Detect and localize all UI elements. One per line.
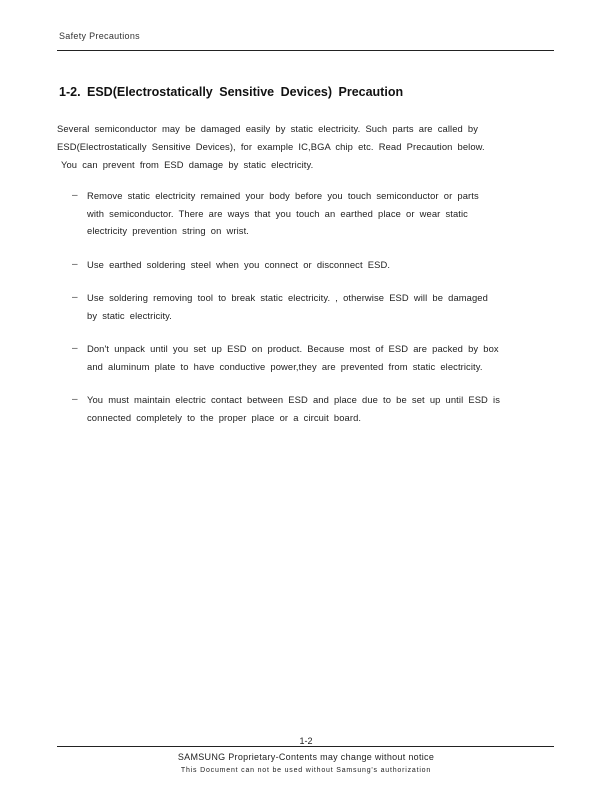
authorization-notice: This Document can not be used without Samsung's authorization: [180, 767, 432, 774]
precaution-item: [72, 340, 558, 375]
precaution-line: connected completely to the proper place or a circuit board.: [87, 411, 362, 423]
dash-bullet: –: [72, 258, 78, 270]
running-header: Safety Precautions: [59, 31, 140, 41]
page-number: 1-2: [299, 736, 313, 746]
precaution-line: and aluminum plate to have conductive power,they are prevented from static electricity.: [87, 360, 483, 372]
intro-paragraph: [57, 120, 550, 174]
precaution-line: You must maintain electric contact between ESD and place due to be set up until ESD is: [87, 394, 501, 405]
proprietary-notice: SAMSUNG Proprietary-Contents may change without notice: [177, 752, 435, 762]
precaution-line: by static electricity.: [87, 309, 172, 321]
dash-bullet: –: [72, 190, 78, 201]
precaution-item: [72, 187, 558, 240]
dash-bullet: –: [72, 394, 78, 405]
header-divider: [57, 50, 554, 51]
section-title: 1-2. ESD(Electrostatically Sensitive Devices) Precaution: [59, 85, 404, 99]
precaution-item: [72, 289, 558, 324]
precaution-item: [72, 256, 558, 274]
precaution-line: with semiconductor. There are ways that you touch an earthed place or wear static: [87, 207, 468, 219]
precaution-line: Use earthed soldering steel when you connect or disconnect ESD.: [87, 258, 391, 270]
intro-line: You can prevent from ESD damage by static electricity.: [61, 159, 314, 170]
intro-line: ESD(Electrostatically Sensitive Devices), for example IC,BGA chip etc. Read Precaution below.: [57, 141, 485, 152]
dash-bullet: –: [72, 292, 78, 303]
precaution-line: electricity prevention string on wrist.: [87, 225, 249, 236]
intro-line: Several semiconductor may be damaged easily by static electricity. Such parts are called by: [57, 123, 479, 134]
precaution-item: [72, 391, 558, 426]
dash-bullet: –: [72, 343, 78, 354]
precaution-line: Don't unpack until you set up ESD on product. Because most of ESD are packed by box: [87, 343, 499, 354]
precaution-line: Remove static electricity remained your body before you touch semiconductor or parts: [87, 190, 479, 201]
footer-divider: [57, 746, 554, 747]
precaution-line: Use soldering removing tool to break static electricity. , otherwise ESD will be damaged: [87, 292, 488, 303]
precaution-list: [72, 187, 558, 426]
